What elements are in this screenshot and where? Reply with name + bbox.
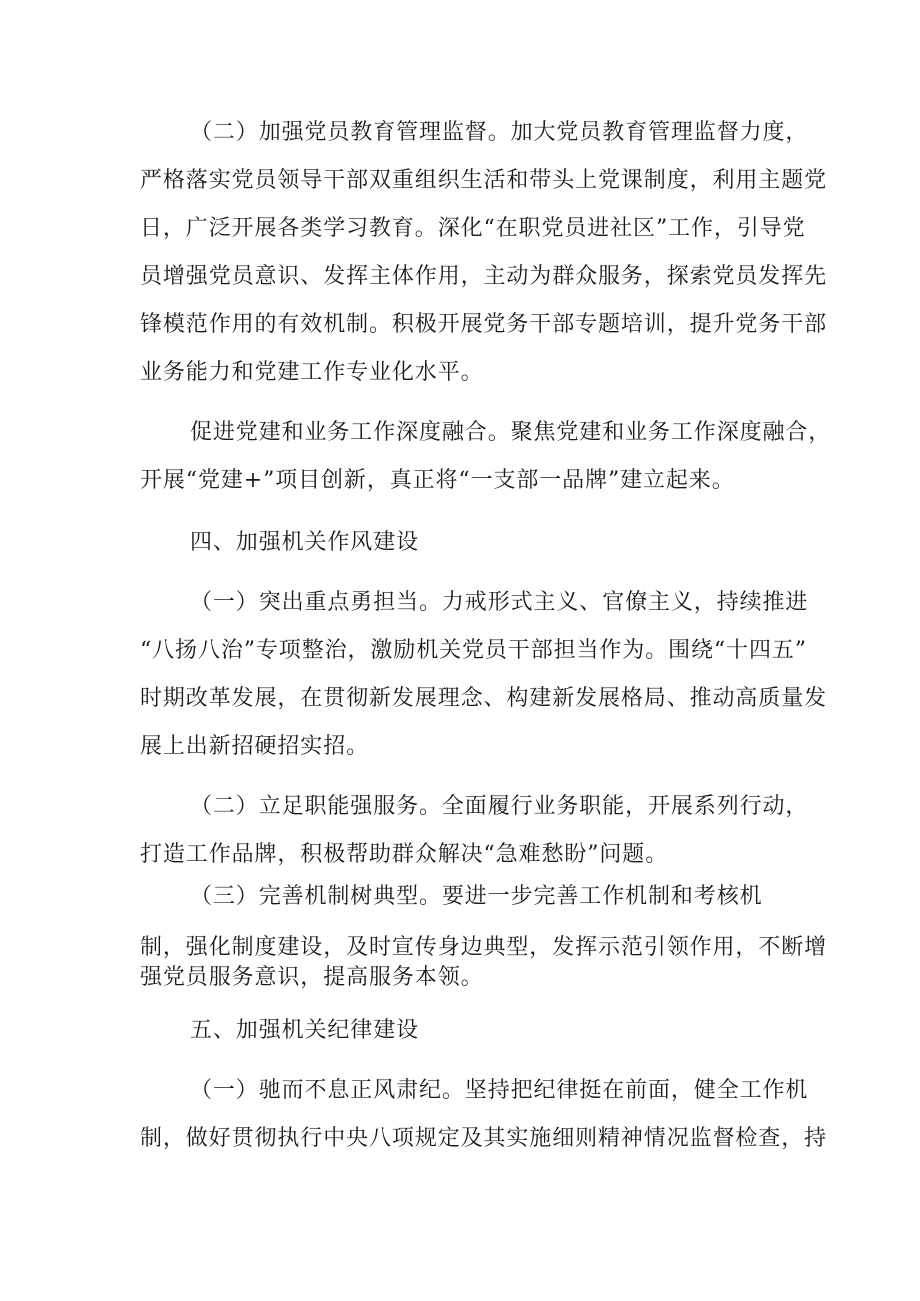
paragraph-line: 制，强化制度建设，及时宣传身边典型，发挥示范引领作用，不断增 xyxy=(140,935,828,960)
paragraph-line: （二）加强党员教育管理监督。加大党员教育管理监督力度， xyxy=(190,120,809,145)
paragraph-line: （二）立足职能强服务。全面履行业务职能，开展系列行动， xyxy=(190,794,809,819)
paragraph-line: （一）突出重点勇担当。力戒形式主义、官僚主义，持续推进 xyxy=(190,590,809,615)
paragraph-line: 制，做好贯彻执行中央八项规定及其实施细则精神情况监督检查，持 xyxy=(140,1126,828,1151)
section-heading: 四、加强机关作风建设 xyxy=(190,530,420,555)
paragraph-line: 时期改革发展，在贯彻新发展理念、构建新发展格局、推动高质量发 xyxy=(140,686,828,711)
paragraph-line: 锋模范作用的有效机制。积极开展党务干部专题培训，提升党务干部 xyxy=(140,312,828,337)
paragraph-line: （三）完善机制树典型。要进一步完善工作机制和考核机 xyxy=(190,884,763,909)
paragraph-line: 日，广泛开展各类学习教育。深化“在职党员进社区”工作，引导党 xyxy=(140,216,806,241)
paragraph-line: 严格落实党员领导干部双重组织生活和带头上党课制度，利用主题党 xyxy=(140,168,828,193)
paragraph-line: （一）驰而不息正风肃纪。坚持把纪律挺在前面，健全工作机 xyxy=(190,1078,809,1103)
paragraph-line: 展上出新招硬招实招。 xyxy=(140,734,370,759)
paragraph-line: 业务能力和党建工作专业化水平。 xyxy=(140,360,484,385)
section-heading: 五、加强机关纪律建设 xyxy=(190,1018,420,1043)
paragraph-line: 开展“党建+”项目创新，真正将“一支部一品牌”建立起来。 xyxy=(140,468,735,493)
paragraph-line: 促进党建和业务工作深度融合。聚焦党建和业务工作深度融合， xyxy=(190,420,832,445)
paragraph-line: 强党员服务意识，提高服务本领。 xyxy=(140,965,484,990)
paragraph-line: 员增强党员意识、发挥主体作用，主动为群众服务，探索党员发挥先 xyxy=(140,264,828,289)
paragraph-line: “八扬八治”专项整治，激励机关党员干部担当作为。围绕“十四五” xyxy=(140,638,807,663)
paragraph-line: 打造工作品牌，积极帮助群众解决“急难愁盼”问题。 xyxy=(140,842,669,867)
